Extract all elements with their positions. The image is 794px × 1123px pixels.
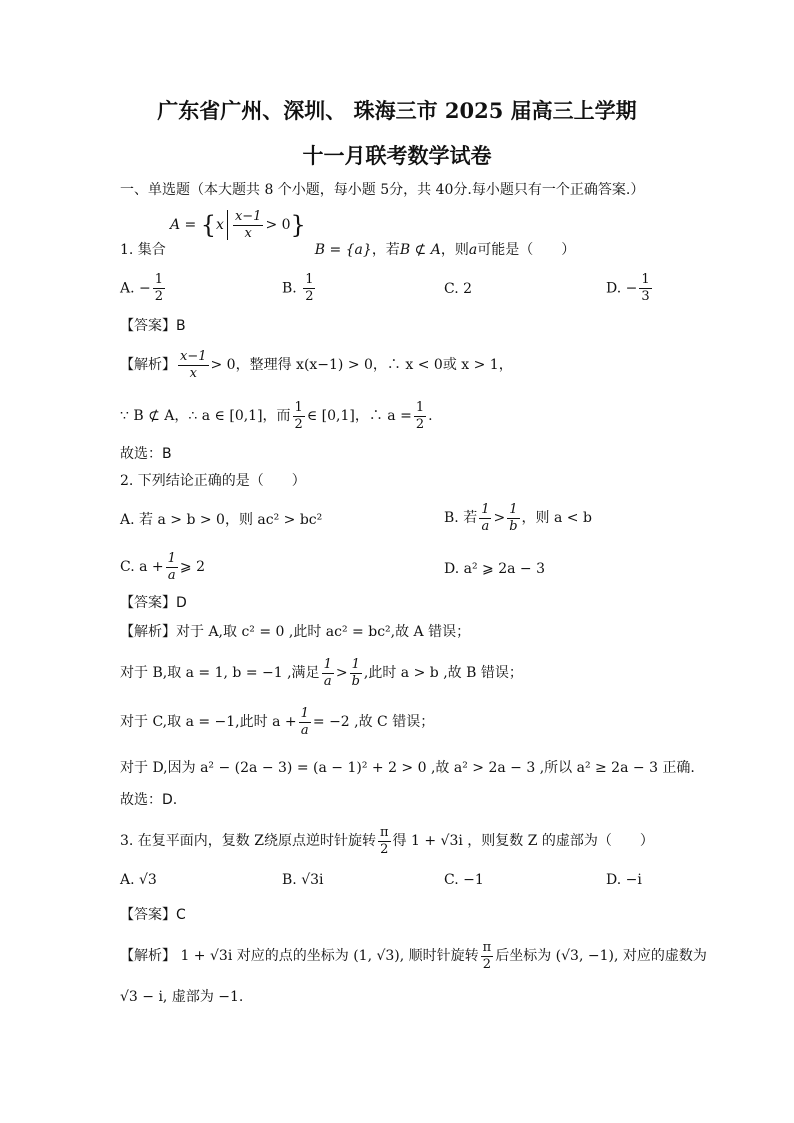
q2-an2-n2: 1 bbox=[350, 657, 362, 674]
q1-an2-b: ∈ [0,1]，∴ a = bbox=[306, 408, 412, 424]
q1-an2-a: ∵ B ⊄ A，∴ a ∈ [0,1]，而 bbox=[120, 408, 291, 424]
q1-option-d-sign: − bbox=[625, 280, 638, 297]
q1-set-a-den: x bbox=[244, 225, 252, 241]
q1-an2-num: 1 bbox=[294, 399, 303, 415]
q2-analysis-3 bbox=[120, 704, 434, 740]
q2-option-d: D. a² ⩾ 2a − 3 bbox=[444, 561, 546, 577]
q1-tail-var: a bbox=[468, 242, 478, 258]
q2-c-post: ⩾ 2 bbox=[179, 559, 206, 575]
q2-option-c bbox=[120, 549, 205, 585]
q1-option-b-den: 2 bbox=[305, 289, 314, 304]
q2-an2-pre: 对于 B,取 a = 1, b = −1 ,满足 bbox=[120, 665, 320, 681]
q1-an2-num2: 1 bbox=[415, 399, 425, 415]
q1-option-b-num: 1 bbox=[305, 272, 314, 287]
q2-b-d2: b bbox=[509, 518, 518, 534]
q2-an2-post: ,此时 a > b ,故 B 错误； bbox=[363, 665, 523, 681]
q1-option-c: C. 2 bbox=[444, 281, 473, 297]
q1-analysis-frac bbox=[178, 349, 209, 382]
q1-set-a-rel: > 0 bbox=[265, 217, 291, 233]
q1-option-d-label: D. bbox=[606, 280, 622, 297]
q1-an2-den2: 2 bbox=[415, 416, 425, 432]
q2-an3-n: 1 bbox=[300, 705, 309, 721]
q3-stem-pre: 3. 在复平面内，复数 Z绕原点逆时针旋转 bbox=[120, 833, 376, 849]
q2-an2-frac1 bbox=[322, 657, 334, 690]
q1-option-b bbox=[282, 272, 317, 305]
q1-option-a bbox=[120, 272, 167, 305]
q2-an2-n1: 1 bbox=[323, 656, 332, 672]
q3-an1-frac bbox=[481, 940, 494, 973]
q1-an1-den: x bbox=[189, 365, 197, 381]
q1-set-b: B = {a} bbox=[314, 242, 372, 258]
q3-stem bbox=[120, 823, 654, 859]
q2-analysis-1: 【解析】对于 A,取 c² = 0 ,此时 ac² = bc²,故 A 错误； bbox=[120, 624, 471, 640]
q3-analysis-2: √3 − i, 虚部为 −1. bbox=[120, 989, 244, 1005]
q2-b-n1: 1 bbox=[481, 501, 490, 517]
q1-analysis-1 bbox=[120, 347, 513, 383]
q1-stem bbox=[120, 240, 575, 260]
q2-option-b-frac2 bbox=[507, 502, 519, 535]
q1-answer: 【答案】B bbox=[120, 318, 186, 334]
q1-cond: B ⊄ A bbox=[399, 242, 441, 258]
q1-option-a-sign: − bbox=[139, 280, 151, 297]
q3-analysis-1 bbox=[120, 938, 707, 974]
q1-option-a-frac bbox=[153, 272, 165, 305]
q2-stem: 2. 下列结论正确的是（ ） bbox=[120, 473, 306, 489]
q1-an1-text: ，整理得 x(x−1) > 0，∴ x < 0或 x > 1， bbox=[235, 357, 513, 373]
q3-an1-pre: 【解析】 1 + √3i 对应的点的坐标为 (1, √3), 顺时针旋转 bbox=[120, 948, 479, 964]
q1-mid: ，若 bbox=[371, 242, 400, 258]
q1-option-d-frac bbox=[639, 272, 651, 305]
q1-analysis-label: 【解析】 bbox=[120, 357, 176, 373]
q3-option-c: C. −1 bbox=[444, 872, 484, 888]
exam-title-line2: 十一月联考数学试卷 bbox=[302, 143, 492, 168]
q2-b-n2: 1 bbox=[507, 502, 519, 519]
q2-option-b-pre: B. 若 bbox=[444, 510, 478, 526]
q1-option-b-label: B. bbox=[282, 280, 297, 297]
q1-tail: ，则 bbox=[440, 242, 469, 258]
q2-b-gt: > bbox=[493, 510, 506, 526]
q2-b-d1: a bbox=[481, 518, 490, 534]
q1-an2-den: 2 bbox=[294, 416, 303, 432]
q1-set-a: A = {x $\frac{x-1}{x}$ > 0} bbox=[170, 208, 306, 241]
q2-an3-d: a bbox=[300, 722, 309, 738]
q2-answer: 【答案】D bbox=[120, 595, 187, 611]
q2-an2-gt: > bbox=[335, 665, 348, 681]
q3-stem-post: 得 1 + √3i ，则复数 Z 的虚部为（ ） bbox=[392, 833, 654, 849]
q1-option-a-num: 1 bbox=[154, 272, 164, 287]
q1-set-a-fraction bbox=[233, 209, 264, 242]
q2-analysis-4: 对于 D,因为 a² − (2a − 3) = (a − 1)² + 2 > 0 ,故 a² > 2a − 3 ,所以 a² ≥ 2a − 3 正确. bbox=[120, 760, 695, 776]
q1-option-a-den: 2 bbox=[154, 289, 164, 304]
q2-option-a: A. 若 a > b > 0，则 ac² > bc² bbox=[120, 512, 323, 528]
q3-stem-frac bbox=[378, 825, 391, 858]
q3-option-a: A. √3 bbox=[120, 872, 157, 888]
q1-option-a-label: A. bbox=[120, 280, 135, 297]
q1-option-d bbox=[606, 272, 654, 305]
q3-an1-den: 2 bbox=[482, 956, 492, 972]
q1-option-d-den: 3 bbox=[641, 289, 650, 304]
q2-an3-post: = −2 ,故 C 错误； bbox=[312, 714, 435, 730]
q1-an2-frac1 bbox=[293, 400, 305, 433]
q2-analysis-2 bbox=[120, 655, 523, 691]
q1-set-a-prefix: A = bbox=[170, 217, 201, 233]
q2-c-d: a bbox=[167, 567, 176, 583]
section-heading: 一、单选题（本大题共 8 个小题，每小题 5分，共 40分.每小题只有一个正确答案.） bbox=[120, 182, 645, 198]
q3-option-b: B. √3i bbox=[282, 872, 324, 888]
q1-an1-rel: > 0 bbox=[210, 357, 236, 373]
q2-an2-frac2 bbox=[350, 657, 362, 690]
q3-stem-den: 2 bbox=[380, 841, 389, 857]
q2-an2-d2: b bbox=[351, 673, 360, 689]
q2-choose: 故选：D. bbox=[120, 792, 178, 808]
q2-option-c-pre: C. a + bbox=[120, 559, 164, 575]
q1-an2-frac2 bbox=[414, 400, 426, 433]
exam-title-line1: 广东省广州、深圳、 珠海三市 2025 届高三上学期 bbox=[157, 98, 637, 123]
q2-option-c-frac bbox=[166, 551, 178, 584]
q1-number: 1. 集合 bbox=[120, 242, 166, 258]
q1-choose: 故选：B bbox=[120, 446, 172, 462]
q1-option-b-frac bbox=[303, 272, 315, 305]
q1-an1-num: x−1 bbox=[180, 348, 207, 364]
q2-b-post: ，则 a < b bbox=[521, 510, 592, 526]
q1-tail2: 可能是（ ） bbox=[477, 242, 576, 258]
q2-an2-d1: a bbox=[323, 673, 332, 689]
q2-an3-pre: 对于 C,取 a = −1,此时 a + bbox=[120, 714, 297, 730]
q1-set-a-num: x−1 bbox=[234, 208, 262, 224]
q3-stem-num: π bbox=[379, 824, 389, 840]
q3-an1-num: π bbox=[482, 939, 492, 955]
q2-option-b-frac1 bbox=[479, 502, 491, 535]
q1-an2-end: . bbox=[428, 408, 433, 424]
q1-analysis-2 bbox=[120, 398, 433, 434]
q2-option-b bbox=[444, 500, 592, 536]
q2-an3-frac bbox=[299, 706, 311, 739]
q1-set-a-var: x bbox=[216, 217, 224, 233]
q1-option-d-num: 1 bbox=[641, 272, 650, 287]
q3-answer: 【答案】C bbox=[120, 907, 186, 923]
q3-an1-post: 后坐标为 (√3, −1), 对应的虚数为 bbox=[495, 948, 707, 964]
q3-option-d: D. −i bbox=[606, 872, 642, 888]
q2-c-n: 1 bbox=[167, 550, 176, 566]
